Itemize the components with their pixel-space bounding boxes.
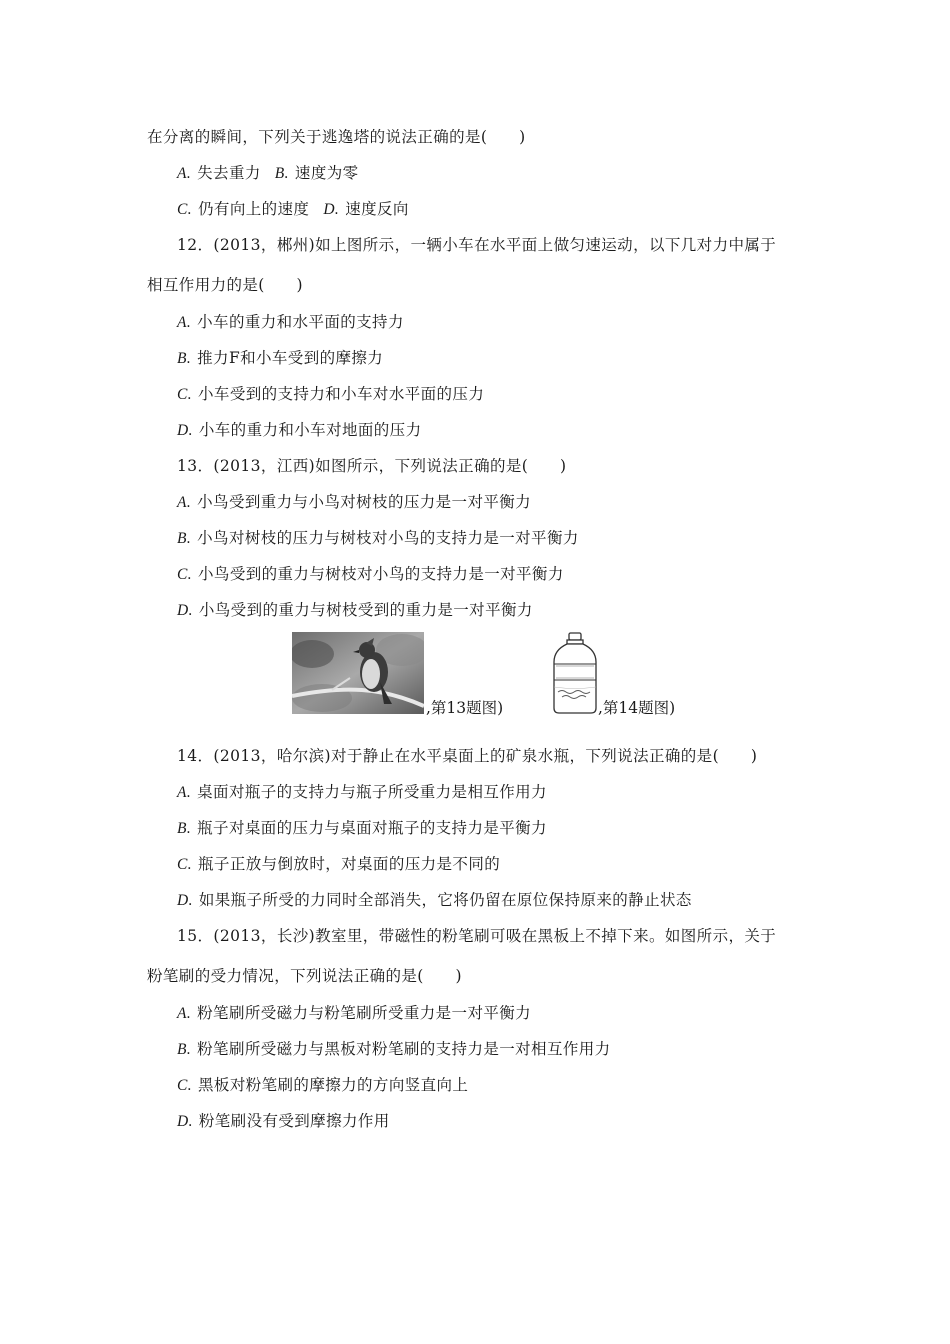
option-label: A. (177, 494, 192, 511)
q11-option-a-label: A. (177, 165, 192, 182)
q13-option-a (177, 492, 531, 513)
q11-options-ab (177, 163, 359, 184)
option-label: B. (177, 1041, 192, 1058)
option-label: A. (177, 784, 192, 801)
q11-options-cd (177, 199, 409, 220)
q13-option-b (177, 528, 579, 549)
option-text: 瓶子对桌面的压力与桌面对瓶子的支持力是平衡力 (197, 819, 547, 837)
option-text: 粉笔刷所受磁力与黑板对粉笔刷的支持力是一对相互作用力 (197, 1040, 611, 1058)
bird-on-branch-photo (292, 632, 424, 714)
q13-option-d (177, 600, 533, 621)
option-label: A. (177, 1005, 192, 1022)
q14-option-d (177, 890, 692, 911)
q15-option-a (177, 1003, 531, 1024)
q11-option-c-text: 仍有向上的速度 (198, 200, 310, 218)
q12-stem-cont: 相互作用力的是( ) (147, 276, 303, 294)
option-text: 瓶子正放与倒放时，对桌面的压力是不同的 (198, 855, 501, 873)
q15-option-b (177, 1039, 611, 1060)
option-text: 小车受到的支持力和小车对水平面的压力 (198, 385, 485, 403)
option-text: 小鸟对树枝的压力与树枝对小鸟的支持力是一对平衡力 (197, 529, 579, 547)
q11-option-a-text: 失去重力 (197, 164, 261, 182)
q12-option-b (177, 348, 383, 369)
q15-stem: 15．(2013，长沙)教室里，带磁性的粉笔刷可吸在黑板上不掉下来。如图所示，关于 (177, 927, 777, 945)
water-bottle-drawing (550, 632, 600, 714)
option-label: D. (177, 892, 193, 909)
q11-stem-end: 在分离的瞬间，下列关于逃逸塔的说法正确的是( ) (147, 128, 526, 146)
q11-option-d-text: 速度反向 (345, 200, 409, 218)
option-text: 小车的重力和小车对地面的压力 (198, 421, 422, 439)
option-label: A. (177, 314, 192, 331)
option-text: 粉笔刷没有受到摩擦力作用 (198, 1112, 390, 1130)
option-label: C. (177, 1077, 193, 1094)
q11-option-b-text: 速度为零 (294, 164, 359, 182)
q12-stem: 12．(2013，郴州)如上图所示，一辆小车在水平面上做匀速运动，以下几对力中属于 (177, 236, 777, 254)
option-text: 如果瓶子所受的力同时全部消失，它将仍留在原位保持原来的静止状态 (198, 891, 692, 909)
q11-option-d-label: D. (323, 201, 340, 218)
option-label: D. (177, 1113, 193, 1130)
q14-option-c (177, 854, 500, 875)
q11-option-c-label: C. (177, 201, 193, 218)
option-label: B. (177, 350, 192, 367)
option-text: 小鸟受到的重力与树枝受到的重力是一对平衡力 (198, 601, 533, 619)
q15-stem-cont: 粉笔刷的受力情况，下列说法正确的是( ) (147, 967, 462, 985)
q14-option-a (177, 782, 547, 803)
figure-13-caption: ,第13题图) (426, 699, 504, 717)
option-text: 小鸟受到重力与小鸟对树枝的压力是一对平衡力 (197, 493, 532, 511)
option-text: 推力F和小车受到的摩擦力 (197, 349, 384, 367)
q12-option-c (177, 384, 484, 405)
option-text: 小鸟受到的重力与树枝对小鸟的支持力是一对平衡力 (198, 565, 564, 583)
option-label: C. (177, 566, 193, 583)
option-text: 黑板对粉笔刷的摩擦力的方向竖直向上 (198, 1076, 469, 1094)
figure-14-caption: ,第14题图) (598, 699, 676, 717)
q12-option-a (177, 312, 404, 333)
option-label: D. (177, 602, 193, 619)
q13-stem: 13．(2013，江西)如图所示，下列说法正确的是( ) (177, 457, 567, 475)
option-text: 桌面对瓶子的支持力与瓶子所受重力是相互作用力 (197, 783, 547, 801)
option-label: D. (177, 422, 193, 439)
option-label: C. (177, 386, 193, 403)
figures-row (292, 632, 712, 716)
option-text: 粉笔刷所受磁力与粉笔刷所受重力是一对平衡力 (197, 1004, 532, 1022)
q13-option-c (177, 564, 564, 585)
q12-option-d (177, 420, 421, 441)
option-label: B. (177, 530, 192, 547)
q14-option-b (177, 818, 547, 839)
option-label: C. (177, 856, 193, 873)
q11-option-b-label: B. (274, 165, 289, 182)
q15-option-c (177, 1075, 468, 1096)
q15-option-d (177, 1111, 390, 1132)
option-text: 小车的重力和水平面的支持力 (197, 313, 404, 331)
q14-stem: 14．(2013，哈尔滨)对于静止在水平桌面上的矿泉水瓶，下列说法正确的是( ) (177, 747, 758, 765)
option-label: B. (177, 820, 192, 837)
